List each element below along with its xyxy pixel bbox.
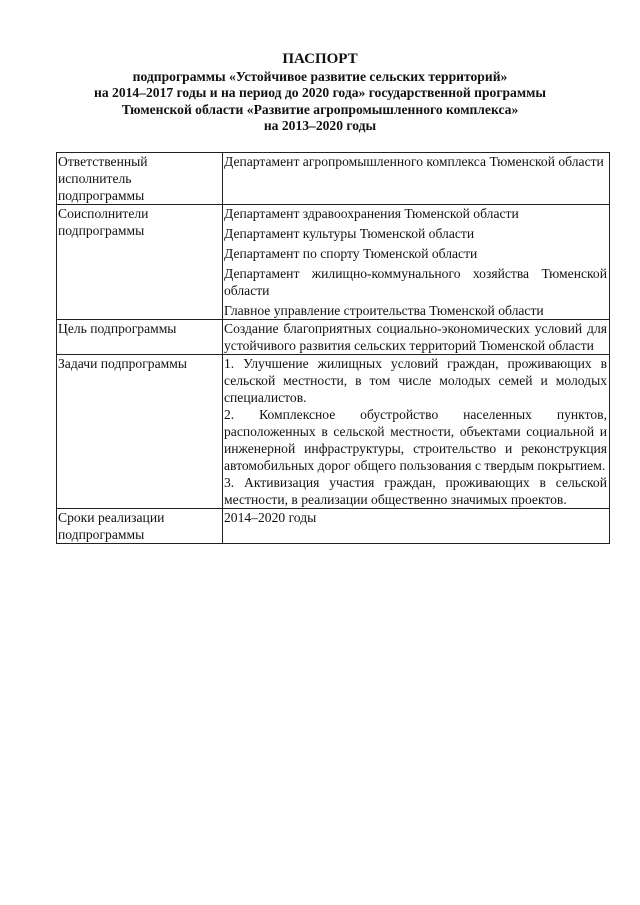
responsible-executor-text: Департамент агропромышленного комплекса Тюменской области bbox=[224, 154, 604, 169]
row-label-coexecutors: Соисполнители подпрограммы bbox=[57, 205, 223, 320]
table-row bbox=[57, 355, 610, 509]
task-item-3: 3. Активизация участия граждан, проживающих в сельской местности, в реализации общественно значимых проектов. bbox=[224, 475, 607, 507]
coexecutor-item: Департамент по спорту Тюменской области bbox=[224, 246, 478, 261]
passport-table bbox=[56, 152, 610, 544]
task-item-1: 1. Улучшение жилищных условий граждан, проживающих в сельской местности, в том числе молодых семей и молодых специалистов. bbox=[224, 356, 607, 405]
subtitle-line-1: подпрограммы «Устойчивое развитие сельских территорий» bbox=[132, 69, 508, 84]
task-item-2: 2. Комплексное обустройство населенных пунктов, расположенных в сельской местности, объектами социальной и инженерной инфраструктуры, строительство и реконструкция автомобильных дорог общего пользования с твердым покрытием. bbox=[224, 407, 607, 473]
table-row bbox=[57, 509, 610, 544]
subtitle-line-2: на 2014–2017 годы и на период до 2020 года» государственной программы bbox=[94, 85, 546, 101]
table-row bbox=[57, 153, 610, 205]
timeline-text: 2014–2020 годы bbox=[224, 510, 317, 525]
coexecutor-item: Главное управление строительства Тюменской области bbox=[224, 303, 544, 318]
row-value-goal bbox=[223, 320, 610, 355]
row-value-tasks bbox=[223, 355, 610, 509]
coexecutor-item: Департамент здравоохранения Тюменской области bbox=[224, 206, 519, 221]
document-header bbox=[0, 50, 640, 135]
subtitle-line-3: Тюменской области «Развитие агропромышленного комплекса» bbox=[121, 101, 519, 117]
row-label-timeline: Сроки реализации подпрограммы bbox=[57, 509, 223, 544]
document-title: ПАСПОРТ bbox=[282, 51, 358, 67]
row-label-tasks: Задачи подпрограммы bbox=[57, 355, 223, 509]
row-value-responsible bbox=[223, 153, 610, 205]
row-value-timeline bbox=[223, 509, 610, 544]
coexecutor-item: Департамент жилищно-коммунального хозяйства Тюменской области bbox=[224, 266, 607, 298]
row-label-responsible: Ответственный исполнитель подпрограммы bbox=[57, 153, 223, 205]
table-row bbox=[57, 320, 610, 355]
table-row bbox=[57, 205, 610, 320]
coexecutor-item: Департамент культуры Тюменской области bbox=[224, 226, 475, 241]
subtitle-line-4: на 2013–2020 годы bbox=[263, 118, 377, 134]
goal-text: Создание благоприятных социально-экономических условий для устойчивого развития сельских территорий Тюменской области bbox=[224, 321, 607, 353]
row-label-goal: Цель подпрограммы bbox=[57, 320, 223, 355]
row-value-coexecutors bbox=[223, 205, 610, 320]
